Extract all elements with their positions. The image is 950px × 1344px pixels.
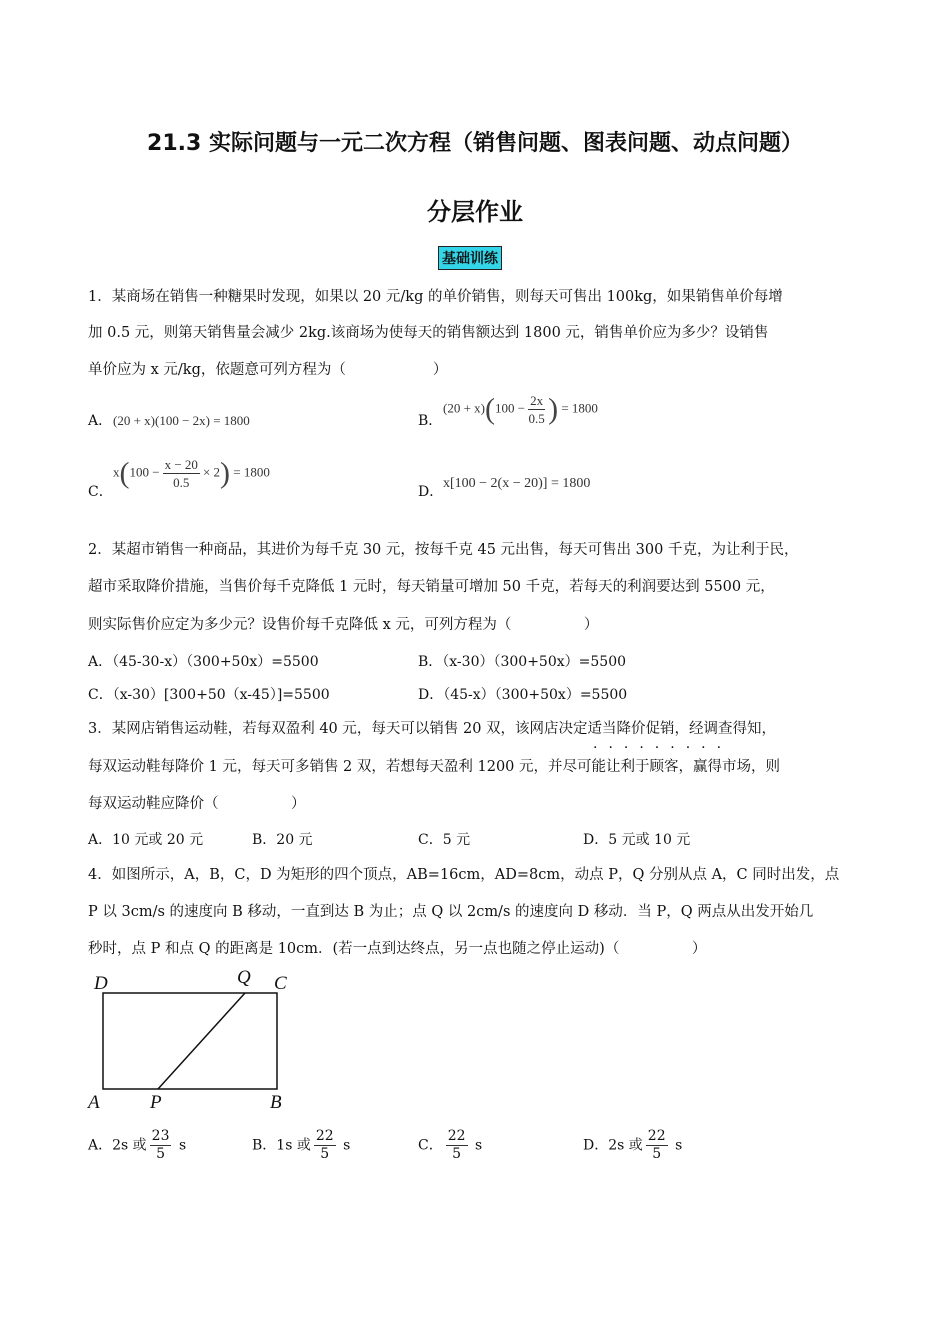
q4-b-numerator: 22 [315, 1128, 334, 1144]
q1-c-numerator: x − 20 [164, 457, 198, 472]
label-a: A [88, 1092, 100, 1113]
segment-pq [158, 993, 245, 1089]
label-c: C [274, 973, 287, 994]
q4-c-denominator: 5 [452, 1146, 462, 1162]
q4-option-a [88, 1128, 186, 1163]
q3-line-3: 每双运动鞋应降价（ ） [88, 796, 306, 812]
q3-option-b: B．20 元 [252, 832, 313, 848]
q1-line-2: 加 0.5 元，则第天销售量会减少 2kg.该商场为使每天的销售额达到 1800 元，销售单价应为多少？设销售 [88, 325, 769, 341]
q1-option-c-label: C． [88, 484, 113, 500]
q1-line-3: 单价应为 x 元/kg，依题意可列方程为（ ） [88, 362, 448, 378]
label-q: Q [237, 967, 251, 988]
q4-a-unit: s [178, 1137, 187, 1154]
q1-c-times: × 2 [202, 464, 221, 480]
q4-d-numerator: 22 [647, 1128, 666, 1144]
label-p: P [150, 1092, 162, 1113]
q1-option-c-expr: x(100 − $\frac{x - 20}{0.5}$ × 2) = 1800 [113, 456, 270, 490]
q3-option-c: C．5 元 [418, 832, 471, 848]
q4-b-unit: s [343, 1137, 351, 1154]
q1-c-fraction [163, 456, 200, 491]
q4-a-denominator: 5 [156, 1146, 166, 1162]
q4-line-2: P 以 3cm/s 的速度向 B 移动，一直到达 B 为止；点 Q 以 2cm/s 的速度向 D 移动．当 P，Q 两点从出发开始几 [88, 904, 814, 920]
q3-option-a: A．10 元或 20 元 [88, 832, 204, 848]
q1-b-rhs: = 1800 [561, 400, 598, 416]
q4-a-numerator: 23 [151, 1128, 170, 1144]
q4-line-3: 秒时，点 P 和点 Q 的距离是 10cm．(若一点到达终点，另一点也随之停止运动)（ ） [88, 941, 707, 957]
label-b: B [270, 1092, 282, 1113]
q3-option-d: D．5 元或 10 元 [583, 832, 691, 848]
q1-c-term: 100 − [129, 464, 160, 480]
q4-b-prefix: B．1s 或 [252, 1137, 311, 1154]
q1-option-b-label: B． [418, 413, 443, 429]
q1-option-d-label: D． [418, 484, 444, 500]
q4-a-prefix: A．2s 或 [88, 1137, 147, 1154]
page-subtitle: 分层作业 [427, 198, 523, 226]
q1-b-prefix: (20 + x) [443, 400, 485, 416]
q1-b-term: 100 − [495, 400, 526, 416]
q2-option-a: A．（45-30-x）（300+50x）=5500 [88, 654, 319, 670]
q2-line-1: 2．某超市销售一种商品，其进价为每千克 30 元，按每千克 45 元出售，每天可售出 300 千克，为让利于民， [88, 542, 799, 558]
q1-b-numerator: 2x [530, 393, 544, 408]
q1-c-denominator: 0.5 [173, 475, 190, 490]
q4-b-fraction [314, 1128, 336, 1163]
q4-c-prefix: C． [418, 1137, 443, 1154]
q1-option-d-expr: x[100 − 2(x − 20)] = 1800 [443, 476, 591, 491]
q4-a-fraction [150, 1128, 172, 1163]
q4-c-fraction [446, 1128, 468, 1163]
q1-option-a-label: A． [88, 413, 113, 429]
q1-b-denominator: 0.5 [528, 411, 545, 426]
q2-option-b: B．（x-30）（300+50x）=5500 [418, 654, 627, 670]
q4-d-unit: s [675, 1137, 683, 1154]
q1-option-b-expr: (20 + x)(100 − $\frac{2x}{0.5}$ ) = 1800 [443, 392, 598, 426]
q4-c-unit: s [475, 1137, 483, 1154]
q3-line-2: 每双运动鞋每降价 1 元，每天可多销售 2 双，若想每天盈利 1200 元，并尽可能让利于顾客，赢得市场，则 [88, 759, 781, 775]
q1-c-rhs: = 1800 [233, 464, 270, 480]
q4-b-denominator: 5 [320, 1146, 330, 1162]
q1-option-a-expr: (20 + x)(100 − 2x) = 1800 [113, 413, 250, 428]
q4-d-denominator: 5 [652, 1146, 662, 1162]
label-d: D [94, 973, 108, 994]
section-badge: 基础训练 [438, 246, 502, 270]
rectangle-figure [80, 965, 300, 1115]
q2-line-3: 则实际售价应定为多少元？设售价每千克降低 x 元，可列方程为（ ） [88, 617, 599, 633]
q4-line-1: 4．如图所示，A，B，C，D 为矩形的四个顶点，AB=16cm，AD=8cm，动点 P，Q 分别从点 A，C 同时出发，点 [88, 867, 840, 883]
q4-option-c [418, 1128, 482, 1163]
rectangle-abcd [103, 993, 277, 1089]
q4-option-b [252, 1128, 350, 1163]
q3-line-1: 3．某网店销售运动鞋，若每双盈利 40 元，每天可以销售 20 双，该网店决定适当降价促销，经调查得知， [88, 721, 777, 737]
q2-option-d: D．（45-x）（300+50x）=5500 [418, 687, 628, 703]
q2-line-2: 超市采取降价措施，当售价每千克降低 1 元时，每天销量可增加 50 千克，若每天的利润要达到 5500 元， [88, 579, 775, 595]
q4-option-d [583, 1128, 682, 1163]
page-title: 21.3 实际问题与一元二次方程（销售问题、图表问题、动点问题） [147, 131, 803, 156]
q3-emphasis-dots: ········· [593, 740, 733, 756]
q1-c-prefix: x [113, 464, 120, 480]
q1-line-1: 1．某商场在销售一种糖果时发现，如果以 20 元/kg 的单价销售，则每天可售出 100kg，如果销售单价每增 [88, 289, 783, 305]
q4-d-fraction [646, 1128, 668, 1163]
q2-option-c: C．（x-30）[300+50（x-45）]=5500 [88, 687, 330, 703]
q4-d-prefix: D．2s 或 [583, 1137, 643, 1154]
q1-b-fraction [528, 392, 545, 427]
q4-c-numerator: 22 [447, 1128, 466, 1144]
